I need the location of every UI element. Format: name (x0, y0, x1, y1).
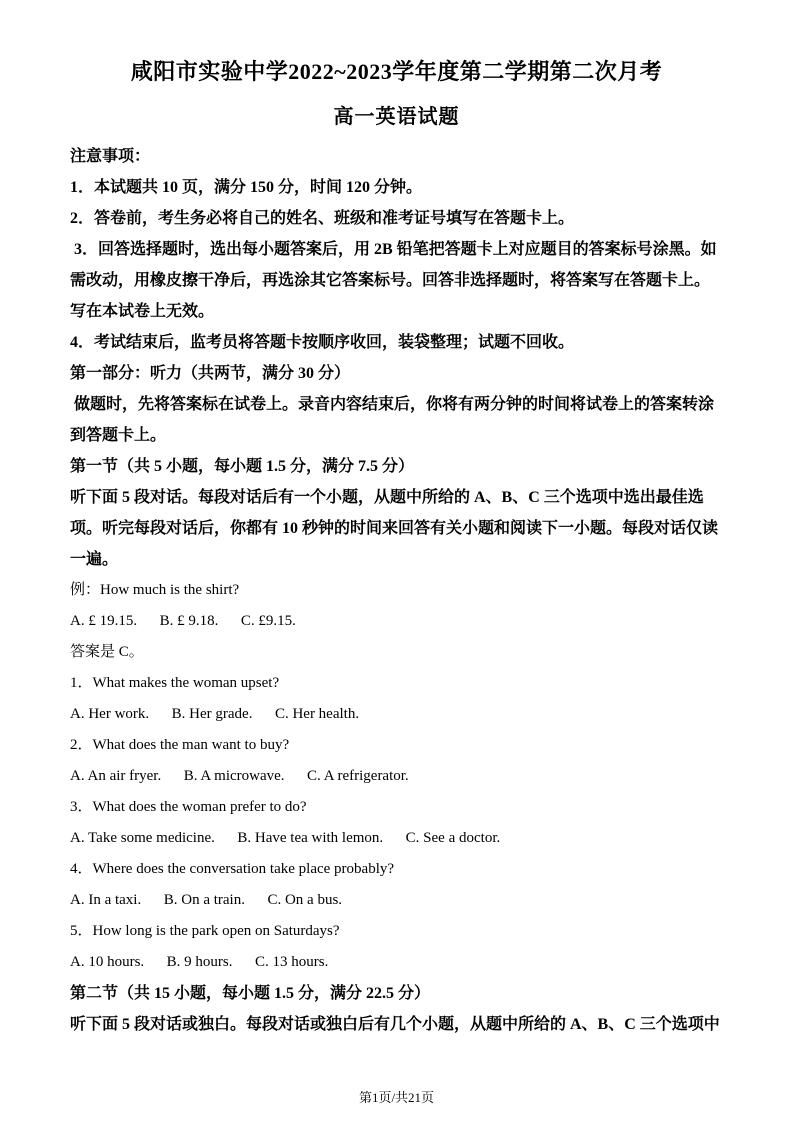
question-5: 5．How long is the park open on Saturdays? (70, 923, 340, 939)
part1-heading: 第一部分：听力（共两节，满分 30 分） (70, 365, 351, 382)
example-question: 例：How much is the shirt? (70, 582, 240, 598)
page-number-footer: 第1页/共21页 (358, 1090, 435, 1105)
exam-title: 咸阳市实验中学2022~2023学年度第二学期第二次月考 (130, 59, 663, 84)
example-options: A. £ 19.15. B. £ 9.18. C. £9.15. (70, 613, 296, 629)
document-content (70, 56, 723, 1040)
question-1-options: A. Her work. B. Her grade. C. Her health. (70, 706, 360, 722)
question-3-options: A. Take some medicine. B. Have tea with lemon. C. See a doctor. (70, 830, 501, 846)
question-1: 1．What makes the woman upset? (70, 675, 280, 691)
notice-heading: 注意事项： (70, 148, 151, 165)
section1-heading: 第一节（共 5 小题，每小题 1.5 分，满分 7.5 分） (70, 458, 415, 475)
part1-intro: 做题时，先将答案标在试卷上。录音内容结束后，你将有两分钟的时间将试卷上的答案转涂到答题卡上。 (70, 396, 715, 444)
notice-item-3: 3．回答选择题时，选出每小题答案后，用 2B 铅笔把答题卡上对应题目的答案标号涂黑。如需改动，用橡皮擦干净后，再选涂其它答案标号。回答非选择题时，将答案写在答题卡上。写在本试卷上无效。 (70, 241, 717, 320)
section2-intro: 听下面 5 段对话或独白。每段对话或独白后有几个小题，从题中所给的 A、B、C 三个选项中 (70, 1016, 720, 1033)
notice-item-1: 1．本试题共 10 页，满分 150 分，时间 120 分钟。 (70, 179, 423, 196)
question-4: 4．Where does the conversation take place probably? (70, 861, 395, 877)
question-3: 3．What does the woman prefer to do? (70, 799, 307, 815)
part1-listening-section (70, 358, 723, 1040)
question-2-options: A. An air fryer. B. A microwave. C. A refrigerator. (70, 768, 409, 784)
example-answer: 答案是 C。 (70, 644, 144, 660)
notice-item-4: 4．考试结束后，监考员将答题卡按顺序收回，装袋整理；试题不回收。 (70, 334, 575, 351)
exam-subtitle: 高一英语试题 (333, 106, 460, 128)
question-5-options: A. 10 hours. B. 9 hours. C. 13 hours. (70, 954, 329, 970)
section2-heading: 第二节（共 15 小题，每小题 1.5 分，满分 22.5 分） (70, 985, 431, 1002)
notice-item-2: 2．答卷前，考生务必将自己的姓名、班级和准考证号填写在答题卡上。 (70, 210, 575, 227)
question-2: 2．What does the man want to buy? (70, 737, 290, 753)
section1-intro: 听下面 5 段对话。每段对话后有一个小题，从题中所给的 A、B、C 三个选项中选出最佳选项。听完每段对话后，你都有 10 秒钟的时间来回答有关小题和阅读下一小题。每段对话仅读一遍。 (70, 489, 719, 568)
question-4-options: A. In a taxi. B. On a train. C. On a bus. (70, 892, 343, 908)
notice-section (70, 141, 723, 358)
